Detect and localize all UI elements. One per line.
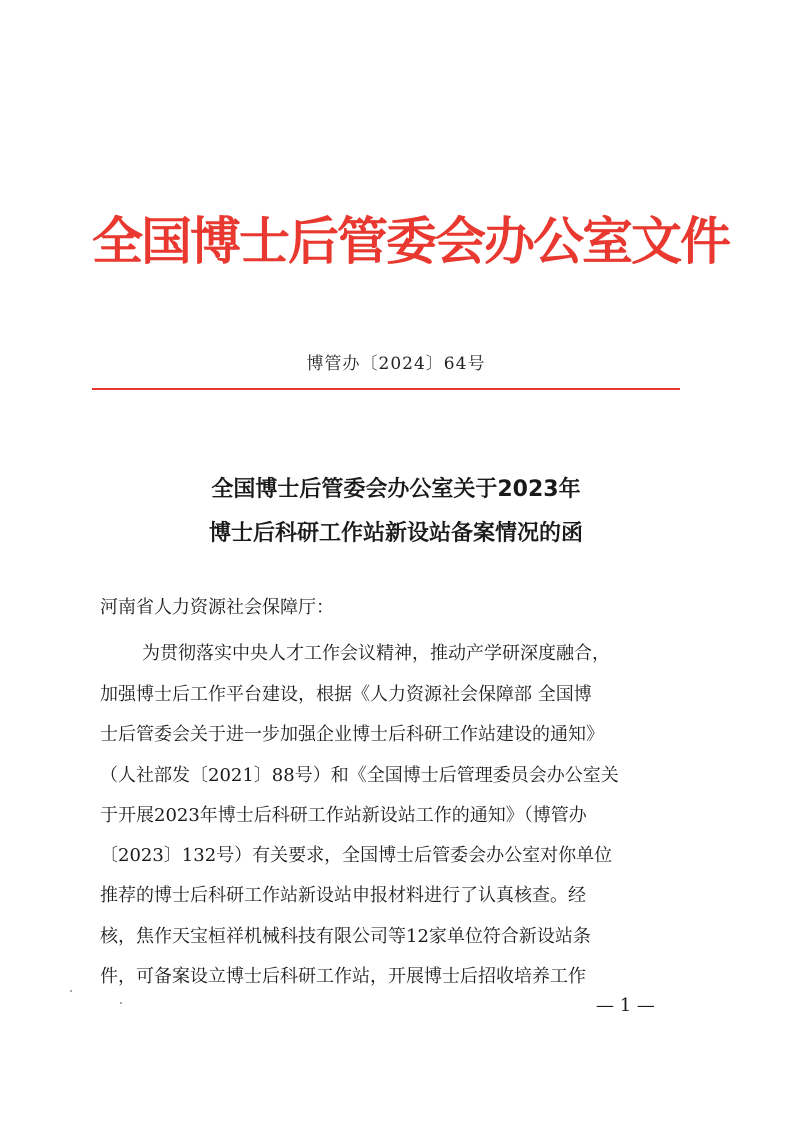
- document-title-line-1: 全国博士后管委会办公室关于2023年: [211, 477, 581, 502]
- document-title-line-2: 博士后科研工作站新设站备案情况的函: [208, 521, 583, 546]
- body-line: 士后管委会关于进一步加强企业博士后科研工作站建设的通知》: [100, 724, 604, 745]
- body-line: 核，焦作天宝桓祥机械科技有限公司等12家单位符合新设站条: [100, 926, 591, 947]
- body-line: 推荐的博士后科研工作站新设站申报材料进行了认真核查。经: [100, 885, 586, 906]
- issuing-authority-header: 全国博士后管委会办公室文件: [92, 212, 730, 272]
- document-number: 博管办〔2024〕64号: [306, 354, 486, 374]
- addressee: 河南省人力资源社会保障厅：: [100, 597, 334, 618]
- page-number: — 1 —: [596, 995, 655, 1016]
- body-line: 于开展2023年博士后科研工作站新设站工作的通知》（博管办: [100, 805, 587, 826]
- body-line: （人社部发〔2021〕88号）和《全国博士后管理委员会办公室关: [100, 765, 619, 786]
- body-line: 〔2023〕132号）有关要求，全国博士后管委会办公室对你单位: [100, 845, 613, 866]
- body-line: 件，可备案设立博士后科研工作站，开展博士后招收培养工作: [100, 966, 586, 987]
- body-line: 加强博士后工作平台建设，根据《人力资源社会保障部 全国博: [100, 684, 592, 705]
- body-line: 为贯彻落实中央人才工作会议精神，推动产学研深度融合，: [142, 643, 610, 664]
- scan-speck: [70, 990, 72, 992]
- red-divider-line: [92, 388, 680, 390]
- scan-speck: [120, 1002, 122, 1004]
